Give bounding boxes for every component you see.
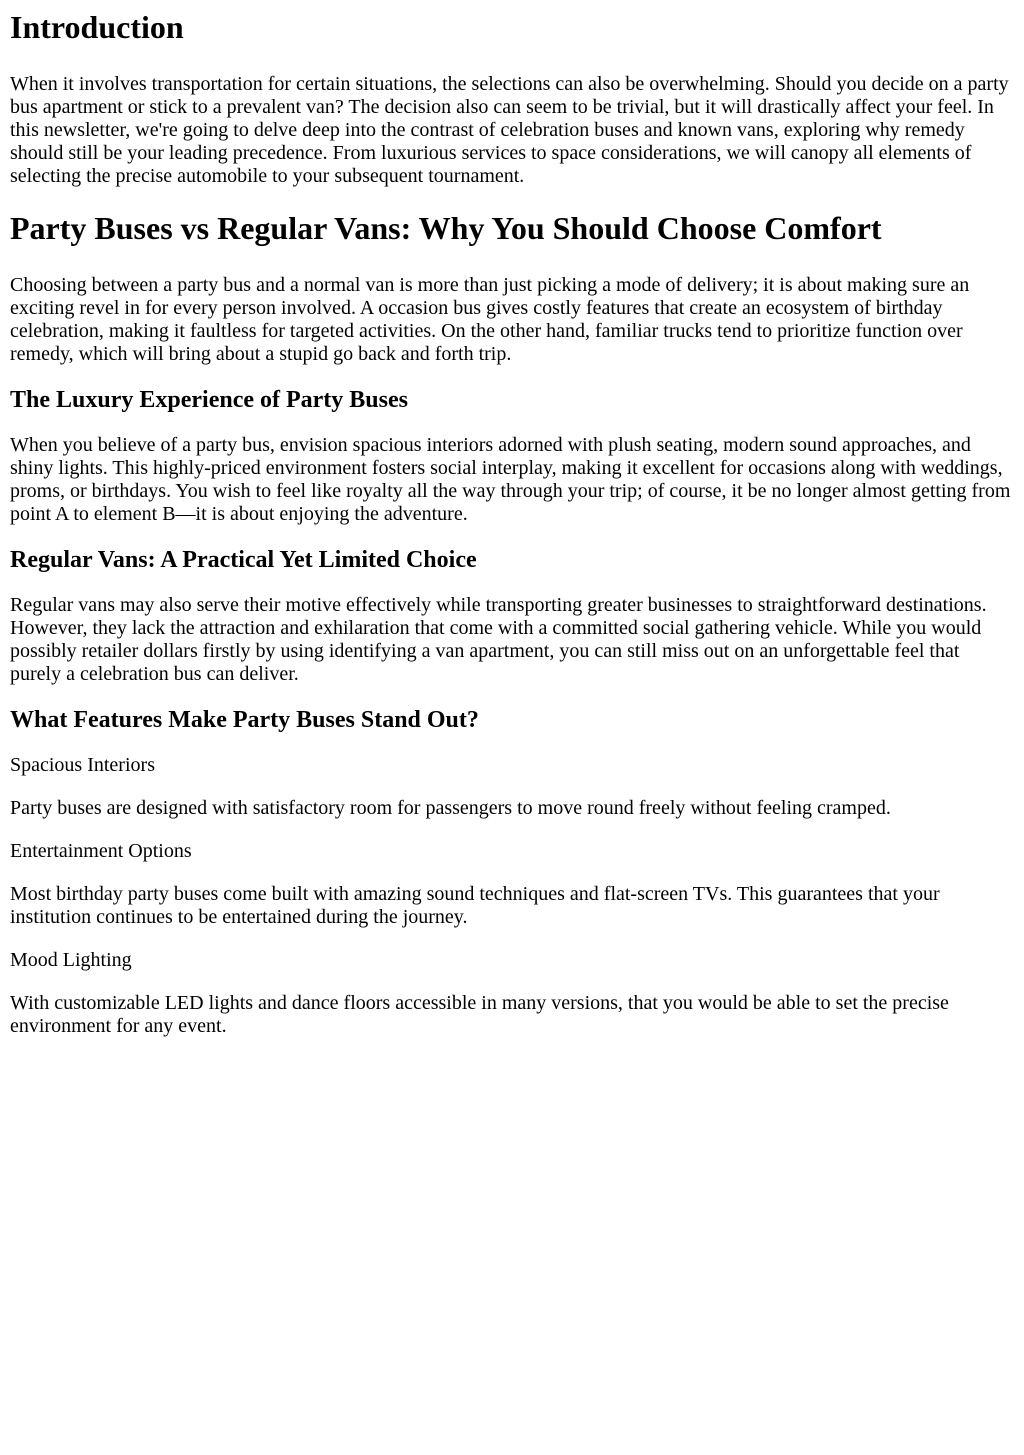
luxury-heading: The Luxury Experience of Party Buses — [10, 387, 408, 413]
feature-text-entertainment: Most birthday party buses come built with amazing sound techniques and flat-screen TVs. This guarantees that your institution continues to be entertained during the journey. — [10, 883, 940, 928]
luxury-paragraph: When you believe of a party bus, envision spacious interiors adorned with plush seating, modern sound approaches, and shiny lights. This highly-priced environment fosters social interplay, making it excellent for occasions along with weddings, proms, or birthdays. You wish to feel like royalty all the way through your trip; of course, it be no longer almost getting from point A to element B—it is about enjoying the adventure. — [10, 434, 1011, 525]
feature-label-spacious: Spacious Interiors — [10, 754, 155, 776]
main-heading: Party Buses vs Regular Vans: Why You Should Choose Comfort — [10, 210, 882, 246]
vans-paragraph: Regular vans may also serve their motive effectively while transporting greater businesses to straightforward destinations. However, they lack the attraction and exhilaration that come with a committed social gathering vehicle. While you would possibly retailer dollars firstly by using identifying a van apartment, you can still miss out on an unforgettable feel that purely a celebration bus can deliver. — [10, 594, 987, 685]
vans-heading: Regular Vans: A Practical Yet Limited Choice — [10, 547, 477, 573]
features-heading: What Features Make Party Buses Stand Out? — [10, 707, 479, 733]
intro-paragraph: When it involves transportation for certain situations, the selections can also be overwhelming. Should you decide on a party bus apartment or stick to a prevalent van? The decision also can seem to be trivial, but it will drastically affect your feel. In this newsletter, we're going to delve deep into the contrast of celebration buses and known vans, exploring why remedy should still be your leading precedence. From luxurious services to space considerations, we will canopy all elements of selecting the precise automobile to your subsequent tournament. — [10, 73, 1009, 187]
feature-label-lighting: Mood Lighting — [10, 949, 132, 971]
intro-heading: Introduction — [10, 9, 184, 45]
feature-text-spacious: Party buses are designed with satisfactory room for passengers to move round freely without feeling cramped. — [10, 797, 891, 819]
feature-text-lighting: With customizable LED lights and dance floors accessible in many versions, that you would be able to set the precise environment for any event. — [10, 992, 949, 1037]
article — [0, 9, 1024, 1038]
main-paragraph: Choosing between a party bus and a normal van is more than just picking a mode of delivery; it is about making sure an exciting revel in for every person involved. A occasion bus gives costly features that create an ecosystem of birthday celebration, making it faultless for targeted activities. On the other hand, familiar trucks tend to prioritize function over remedy, which will bring about a stupid go back and forth trip. — [10, 274, 970, 365]
feature-label-entertainment: Entertainment Options — [10, 840, 192, 862]
